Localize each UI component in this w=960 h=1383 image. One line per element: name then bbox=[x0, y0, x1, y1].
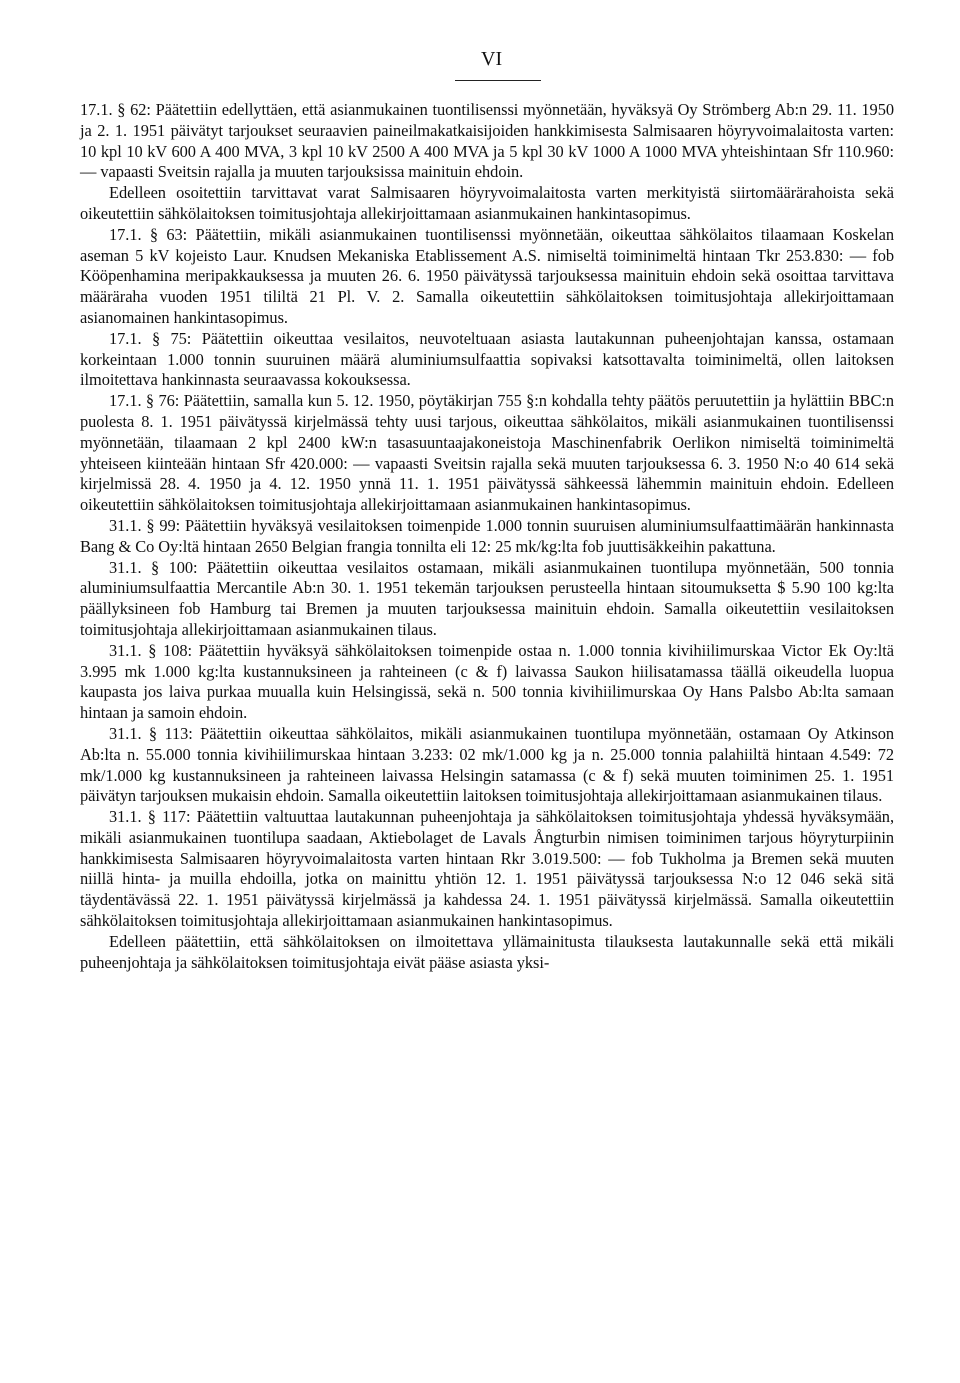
body-text bbox=[80, 100, 894, 973]
paragraph: 31.1. § 113: Päätettiin oikeuttaa sähkölaitos, mikäli asianmukainen tuontilupa myönnetään, ostamaan Oy Atkinson Ab:lta n. 55.000 tonnia kivihiilimurskaa hintaan 3.233: 02 mk/1.000 kg ja n. 25.000 tonnia palahiiltä hintaan 4.549: 72 mk/1.000 kg kustannuksineen ja rahteineen laivassa Helsingin satamassa (c & f) sekä muuten toiminimen 25. 1. 1951 päivätyn tarjouksen mukaisin ehdoin. Samalla oikeutettiin laitoksen toimitusjohtaja allekirjoittamaan asianmukainen tilaus. bbox=[80, 723, 894, 806]
paragraph: 31.1. § 117: Päätettiin valtuuttaa lautakunnan puheenjohtaja ja sähkölaitoksen toimitusjohtaja yhdessä hyväksymään, mikäli asianmukainen tuontilupa saadaan, Aktiebolaget de Lavals Ångturbin nimisen toiminimen tarjous höyryturpiinin hankkimisesta Salmisaaren höyryvoimalaitosta varten hintaan Rkr 3.019.500: — fob Tukholma ja Bremen sekä muuten niillä hinta- ja muilla ehdoilla, jotka on mainittu yhtiön 12. 1. 1951 päivätyssä tarjouksessa N:o 12 046 sekä sitä täydentävässä 22. 1. 1951 päivätyssä kirjelmässä ja kahdessa 24. 1. 1951 päivätyssä kirjelmässä. Samalla oikeutettiin sähkölaitoksen toimitusjohtaja allekirjoittamaan asianmukainen hankintasopimus. bbox=[80, 807, 894, 931]
paragraph: Edelleen päätettiin, että sähkölaitoksen on ilmoitettava yllämainitusta tilauksesta lautakunnalle sekä että mikäli puheenjohtaja ja sähkölaitoksen toimitusjohtaja eivät pääse asiasta yksi- bbox=[80, 931, 894, 972]
page-number: VI bbox=[481, 48, 503, 70]
paragraph: 31.1. § 108: Päätettiin hyväksyä sähkölaitoksen toimenpide ostaa n. 1.000 tonnia kivihiilimurskaa Victor Ek Oy:ltä 3.995 mk 1.000 kg:lta kustannuksineen ja rahteineen (c & f) laivassa Saukon hiilisatamassa täällä oikeudella luopua kaupasta jos laiva purkaa muualla kuin Helsingissä, sekä n. 500 tonnia kivihiilimurskaa Oy Hans Palsbo Ab:lta samaan hintaan ja samoin ehdoin. bbox=[80, 640, 894, 723]
paragraph: 31.1. § 99: Päätettiin hyväksyä vesilaitoksen toimenpide 1.000 tonnin suuruisen aluminiumsulfaattimäärän hankinnasta Bang & Co Oy:ltä hintaan 2650 Belgian frangia tonnilta eli 12: 25 mk/kg:lta fob juuttisäkkeihin pakattuna. bbox=[80, 515, 894, 556]
paragraph: 17.1. § 76: Päätettiin, samalla kun 5. 12. 1950, pöytäkirjan 755 §:n kohdalla tehty päätös peruutettiin ja hylättiin BBC:n puolesta 8. 1. 1951 päivätyssä kirjelmässä tehty uusi tarjous, oikeuttaa sähkölaitos, mikäli asianmukainen tuontilisenssi myönnetään, tilaamaan 2 kpl 2400 kW:n tasasuuntaajakoneistoja Maschinenfabrik Oerlikon nimiseltä toiminimeltä yhteiseen kiinteään hintaan Sfr 420.000: — vapaasti Sveitsin rajalla sekä muuten tarjouksessa 6. 3. 1950 N:o 40 614 sekä kirjelmissä 28. 4. 1950 ja 4. 12. 1950 ynnä 11. 1. 1951 päivätyssä sähkeessä lähemmin mainituin ehdoin. Edelleen oikeutettiin sähkölaitoksen toimitusjohtaja allekirjoittamaan asianmukainen hankintasopimus. bbox=[80, 391, 894, 515]
paragraph: 17.1. § 62: Päätettiin edellyttäen, että asianmukainen tuontilisenssi myönnetään, hyväksyä Oy Strömberg Ab:n 29. 11. 1950 ja 2. 1. 1951 päivätyt tarjoukset seuraavien paineilmakatkaisijoiden hankkimisesta Salmisaaren höyryvoimalaitosta varten: 10 kpl 10 kV 600 A 400 MVA, 3 kpl 10 kV 2500 A 400 MVA ja 5 kpl 30 kV 1000 A 1000 MVA yhteishintaan Sfr 110.960: — vapaasti Sveitsin rajalla ja muuten tarjouksissa mainituin ehdoin. bbox=[80, 100, 894, 182]
paragraph: Edelleen osoitettiin tarvittavat varat Salmisaaren höyryvoimalaitosta varten merkityistä siirtomäärärahoista sekä oikeutettiin sähkölaitoksen toimitusjohtaja allekirjoittamaan asianmukainen hankintasopimus. bbox=[80, 183, 894, 223]
paragraph: 17.1. § 75: Päätettiin oikeuttaa vesilaitos, neuvoteltuaan asiasta lautakunnan puheenjohtajan kanssa, ostamaan korkeintaan 1.000 tonnin suuruinen määrä aluminiumsulfaattia sopivaksi katsottavalta toiminimeltä, ollen laitoksen ilmoitettava hankinnasta seuraavassa kokouksessa. bbox=[80, 328, 894, 390]
paragraph: 17.1. § 63: Päätettiin, mikäli asianmukainen tuontilisenssi myönnetään, oikeuttaa sähkölaitos tilaamaan Koskelan aseman 5 kV kojeisto Laur. Knudsen Mekaniska Etablissement A.S. nimiseltä toiminimeltä hintaan Tkr 253.830: — fob Kööpenhamina meripakkauksessa ja muuten 26. 6. 1950 päivätyssä tarjouksessa mainituin ehdoin sekä osoittaa tarvittava määräraha vuoden 1951 tililtä 21 Pl. V. 2. Samalla oikeutettiin sähkölaitoksen toimitusjohtaja allekirjoittamaan asianomainen hankintasopimus. bbox=[80, 224, 894, 327]
paragraph: 31.1. § 100: Päätettiin oikeuttaa vesilaitos ostamaan, mikäli asianmukainen tuontilupa myönnetään, 500 tonnia aluminiumsulfaattia Mercantile Ab:n 30. 1. 1951 tekemän tarjouksen perusteella hintaan sitoumuksetta $ 5.90 100 kg:lta päällyksineen fob Hamburg tai Bremen ja muuten tarjouksessa mainituin ehdoin. Samalla oikeutettiin vesilaitoksen toimitusjohtaja allekirjoittamaan asianmukainen tilaus. bbox=[80, 557, 894, 639]
page-number-underline bbox=[455, 80, 541, 81]
